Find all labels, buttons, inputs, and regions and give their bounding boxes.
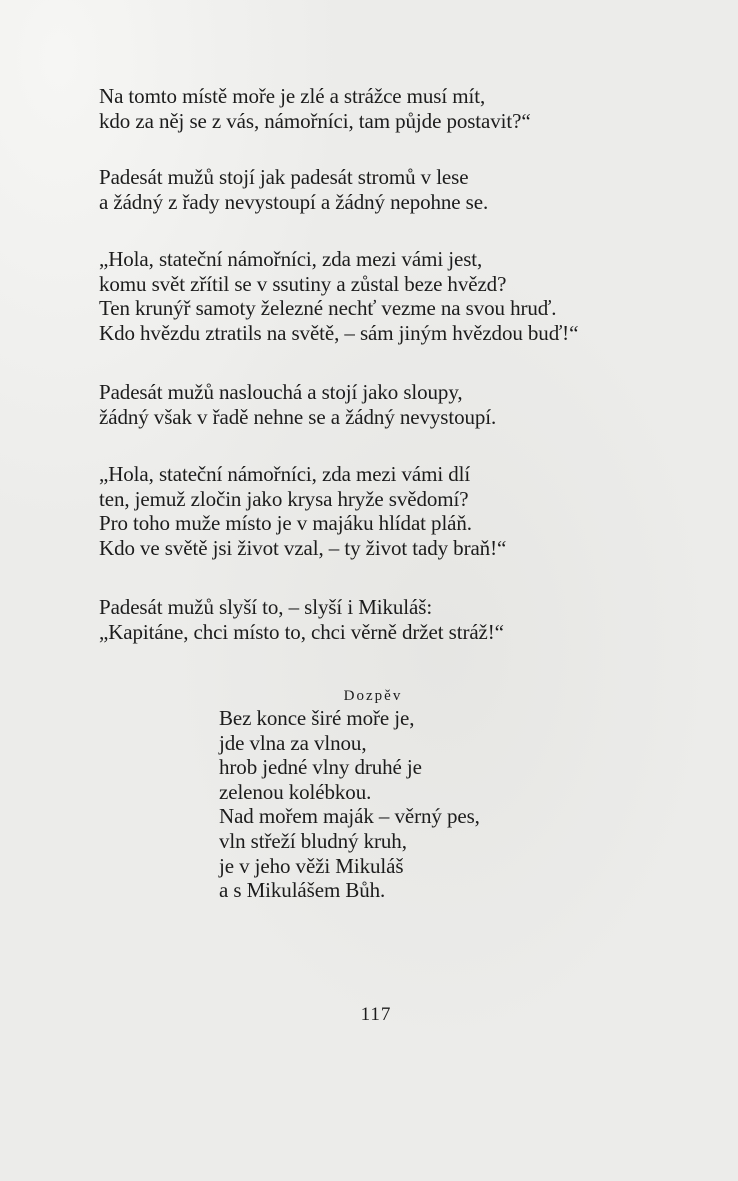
verse-line: zelenou kolébkou. xyxy=(219,779,372,804)
verse-line: Na tomto místě moře je zlé a strážce musí mít, xyxy=(99,84,486,108)
stanza-4 xyxy=(99,380,496,429)
section-title: Dozpěv xyxy=(343,688,403,704)
stanza-3 xyxy=(99,247,578,345)
verse-line: Padesát mužů naslouchá a stojí jako sloupy, xyxy=(99,380,463,404)
stanza-5 xyxy=(99,462,506,560)
page-number: 117 xyxy=(360,1004,392,1025)
verse-line: „Kapitáne, chci místo to, chci věrně držet stráž!“ xyxy=(99,619,504,644)
stanza-6 xyxy=(99,595,504,644)
verse-line: a s Mikulášem Bůh. xyxy=(219,878,386,903)
verse-line: vln střeží bludný kruh, xyxy=(219,828,407,853)
verse-line: Nad mořem maják – věrný pes, xyxy=(219,804,480,829)
verse-line: jde vlna za vlnou, xyxy=(219,730,367,755)
verse-line: Kdo ve světě jsi život vzal, – ty život tady braň!“ xyxy=(99,535,507,560)
verse-line: „Hola, stateční námořníci, zda mezi vámi dlí xyxy=(99,462,471,486)
verse-line: Pro toho muže místo je v majáku hlídat pláň. xyxy=(99,511,472,536)
verse-line: a žádný z řady nevystoupí a žádný nepohne se. xyxy=(99,189,489,214)
verse-line: Bez konce širé moře je, xyxy=(219,706,415,730)
verse-line: ten, jemuž zločin jako krysa hryže svědomí? xyxy=(99,486,469,511)
final-stanza xyxy=(219,706,480,903)
verse-line: je v jeho věži Mikuláš xyxy=(219,853,404,878)
verse-line: kdo za něj se z vás, námořníci, tam půjde postavit?“ xyxy=(99,108,531,133)
stanza-2 xyxy=(99,165,488,214)
verse-line: Kdo hvězdu ztratils na světě, – sám jiným hvězdou buď!“ xyxy=(99,320,579,345)
verse-line: hrob jedné vlny druhé je xyxy=(219,755,422,780)
stanza-1 xyxy=(99,84,531,133)
verse-line: komu svět zřítil se v ssutiny a zůstal beze hvězd? xyxy=(99,271,507,296)
verse-line: žádný však v řadě nehne se a žádný nevystoupí. xyxy=(99,404,497,429)
verse-line: Ten krunýř samoty železné nechť vezme na svou hruď. xyxy=(99,296,557,321)
verse-line: „Hola, stateční námořníci, zda mezi vámi jest, xyxy=(99,247,483,271)
verse-line: Padesát mužů slyší to, – slyší i Mikuláš: xyxy=(99,595,433,619)
verse-line: Padesát mužů stojí jak padesát stromů v lese xyxy=(99,165,469,189)
